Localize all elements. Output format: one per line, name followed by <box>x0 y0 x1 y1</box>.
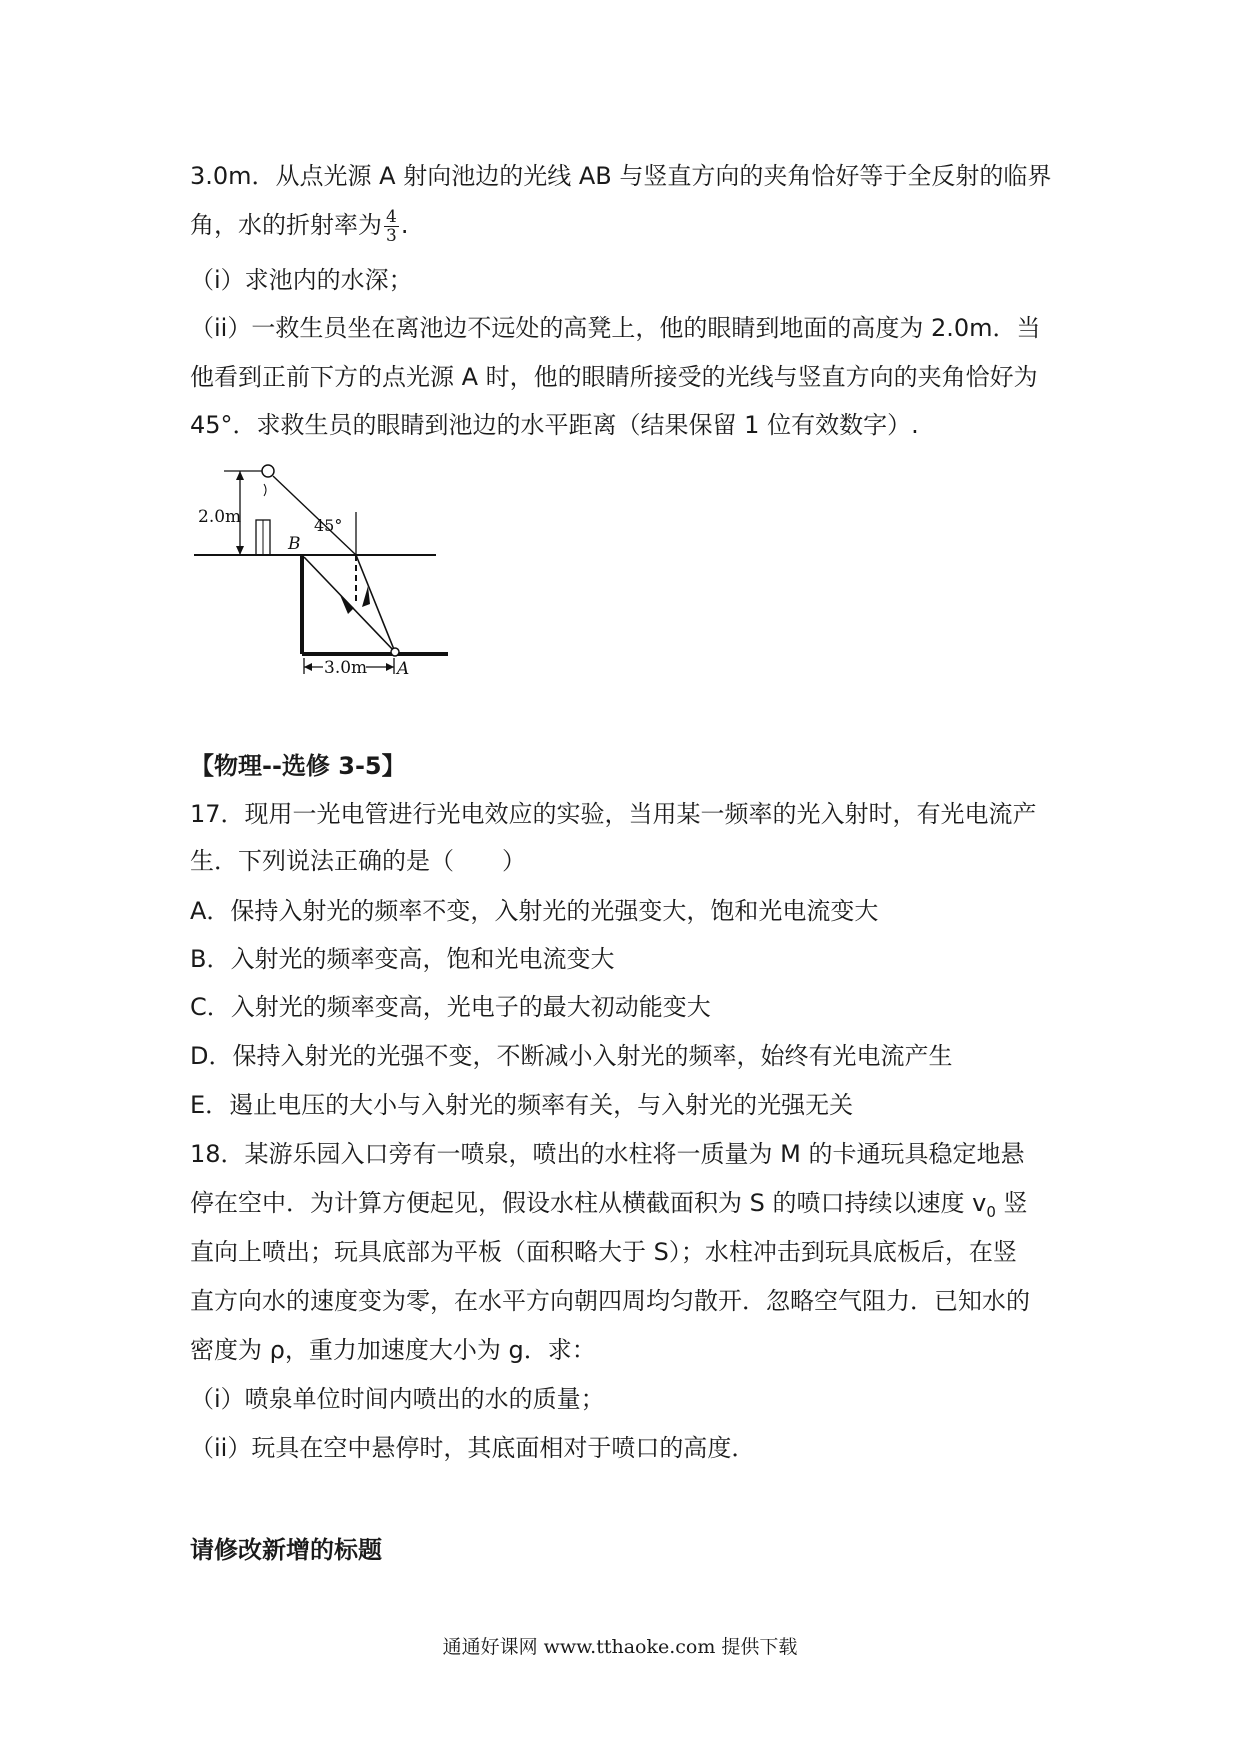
q16-line-1: 3.0m．从点光源 A 射向池边的光线 AB 与竖直方向的夹角恰好等于全反射的临界 <box>190 162 1052 190</box>
q16-line-2-text: 角，水的折射率为 <box>190 211 382 239</box>
q17-option-a: A．保持入射光的频率不变，入射光的光强变大，饱和光电流变大 <box>190 897 879 925</box>
ray-a-to-surface <box>356 555 395 652</box>
lifeguard-figure <box>264 484 266 496</box>
q18-part-1: （i）喷泉单位时间内喷出的水的质量； <box>190 1385 605 1413</box>
q16-part-2-line-2: 他看到正前下方的点光源 A 时，他的眼睛所接受的光线与竖直方向的夹角恰好为 <box>190 363 1038 391</box>
velocity-subscript: 0 <box>986 1202 996 1221</box>
q16-part-2-line-1: （ii）一救生员坐在离池边不远处的高凳上，他的眼睛到地面的高度为 2.0m．当 <box>190 314 1041 342</box>
section-title: 【物理--选修 3-5】 <box>190 752 406 780</box>
q17-option-d: D．保持入射光的光强不变，不断减小入射光的频率，始终有光电流产生 <box>190 1042 953 1070</box>
q18-line-2-text: 停在空中．为计算方便起见，假设水柱从横截面积为 S 的喷口持续以速度 v <box>190 1189 987 1217</box>
angle-label: 45° <box>314 516 343 535</box>
lifeguard-eye <box>262 465 274 477</box>
point-b-label: B <box>288 534 301 554</box>
pool-diagram <box>190 462 460 692</box>
q17-option-b: B．入射光的频率变高，饱和光电流变大 <box>190 945 615 973</box>
q17-stem-line-2: 生．下列说法正确的是（ ） <box>190 847 526 875</box>
width-label: 3.0m <box>324 658 368 678</box>
height-label: 2.0m <box>198 507 242 527</box>
q17-option-c: C．入射光的频率变高，光电子的最大初动能变大 <box>190 993 711 1021</box>
point-a-label: A <box>397 659 410 679</box>
height-arrow-down <box>236 546 244 555</box>
q16-part-1: （i）求池内的水深； <box>190 266 413 294</box>
q18-line-5: 密度为 ρ，重力加速度大小为 g．求： <box>190 1336 596 1364</box>
point-a-source <box>391 648 399 656</box>
width-arrow-right <box>386 663 394 671</box>
fraction-denominator: 3 <box>386 225 397 246</box>
q18-line-1: 18．某游乐园入口旁有一喷泉，喷出的水柱将一质量为 M 的卡通玩具稳定地悬 <box>190 1140 1025 1168</box>
ray-ab-arrow <box>340 595 354 614</box>
q18-line-2 <box>190 1185 1070 1230</box>
q16-line-2 <box>190 207 1070 245</box>
width-arrow-left <box>304 663 312 671</box>
q17-option-e: E．遏止电压的大小与入射光的频率有关，与入射光的光强无关 <box>190 1091 854 1119</box>
height-arrow-up <box>236 471 244 480</box>
refractive-index-fraction <box>384 208 399 245</box>
q16-part-2-line-3: 45°．求救生员的眼睛到池边的水平距离（结果保留 1 位有效数字）. <box>190 411 919 439</box>
q16-line-2-end: . <box>400 211 409 239</box>
new-heading: 请修改新增的标题 <box>190 1536 382 1564</box>
q18-line-4: 直方向水的速度变为零，在水平方向朝四周均匀散开．忽略空气阻力．已知水的 <box>190 1287 1030 1315</box>
ray-a-surface-arrow <box>362 586 370 607</box>
fraction-numerator: 4 <box>386 206 397 227</box>
q18-line-2-end: 竖 <box>995 1189 1028 1217</box>
q18-part-2: （ii）玩具在空中悬停时，其底面相对于喷口的高度． <box>190 1434 756 1462</box>
q18-line-3: 直向上喷出；玩具底部为平板（面积略大于 S）；水柱冲击到玩具底板后，在竖 <box>190 1238 1017 1266</box>
q17-stem-line-1: 17．现用一光电管进行光电效应的实验，当用某一频率的光入射时，有光电流产 <box>190 800 1037 828</box>
page-footer: 通通好课网 www.tthaoke.com 提供下载 <box>442 1636 798 1658</box>
